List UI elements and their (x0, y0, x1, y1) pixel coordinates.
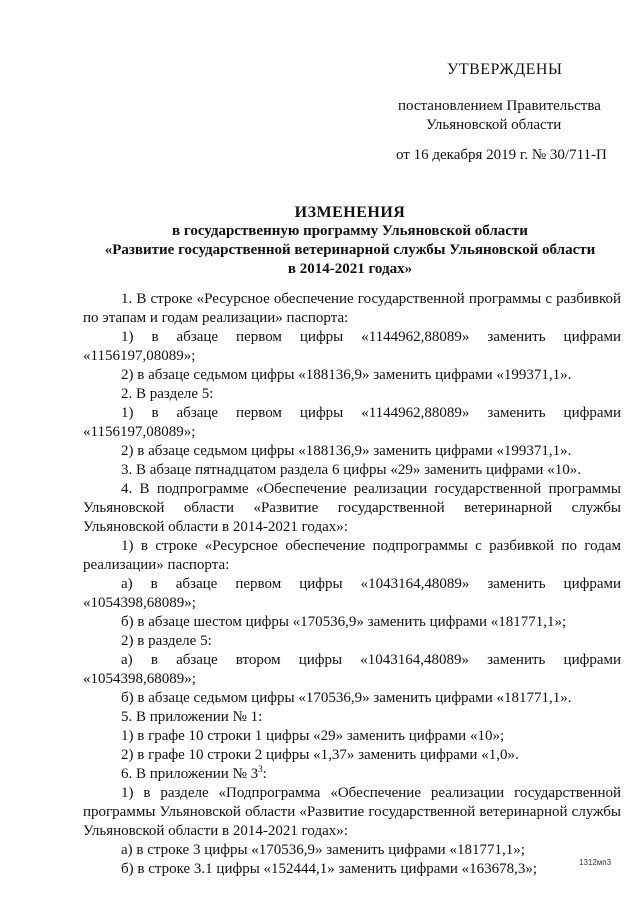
document-body (83, 290, 621, 879)
document-title: ИЗМЕНЕНИЯ (294, 204, 406, 221)
paragraph-18 (83, 765, 621, 784)
paragraph-3: 2) в абзаце седьмом цифры «188136,9» заменить цифрами «199371,1». (121, 367, 572, 383)
paragraph-8: 4. В подпрограмме «Обеспечение реализации государственной программы Ульяновской области «Развитие государственной ветеринарной службы Ульяновской области в 2014-2021 годах»: (83, 481, 621, 535)
approval-title: УТВЕРЖДЕНЫ (447, 61, 563, 78)
approval-date: от 16 декабря 2019 г. № 30/711-П (396, 147, 607, 163)
document-code: 1312мп3 (579, 858, 612, 867)
paragraph-17: 2) в графе 10 строки 2 цифры «1,37» заменить цифрами «1,0». (121, 747, 519, 763)
paragraph-6: 2) в абзаце седьмом цифры «188136,9» заменить цифрами «199371,1». (121, 443, 572, 459)
paragraph-11: б) в абзаце шестом цифры «170536,9» заменить цифрами «181771,1»; (121, 614, 567, 630)
paragraph-18-text: 6. В приложении № 3 (121, 766, 259, 782)
document-subtitle-line-1: в государственную программу Ульяновской области (172, 223, 528, 239)
paragraph-5: 1) в абзаце первом цифры «1144962,88089» заменить цифрами «1156197,08089»; (83, 405, 621, 440)
paragraph-19: 1) в разделе «Подпрограмма «Обеспечение реализации государственной программы Ульяновской области «Развитие государственной ветеринарной службы Ульяновской области в 2014-2021 годах»: (83, 785, 621, 839)
approval-line-1: постановлением Правительства (398, 98, 601, 114)
paragraph-7: 3. В абзаце пятнадцатом раздела 6 цифры «29» заменить цифрами «10». (121, 462, 581, 478)
paragraph-2: 1) в абзаце первом цифры «1144962,88089» заменить цифрами «1156197,08089»; (83, 329, 621, 364)
paragraph-18-superscript: 3 (258, 764, 263, 774)
paragraph-4: 2. В разделе 5: (121, 386, 214, 402)
approval-line-2: Ульяновской области (426, 117, 562, 133)
paragraph-15: 5. В приложении № 1: (121, 709, 263, 725)
paragraph-16: 1) в графе 10 строки 1 цифры «29» заменить цифрами «10»; (121, 728, 505, 744)
paragraph-14: б) в абзаце седьмом цифры «170536,9» заменить цифрами «181771,1». (121, 690, 572, 706)
paragraph-12: 2) в разделе 5: (121, 633, 212, 649)
paragraph-1: 1. В строке «Ресурсное обеспечение государственной программы с разбивкой по этапам и годам реализации» паспорта: (83, 291, 621, 326)
paragraph-18-tail: : (262, 766, 267, 782)
paragraph-13: а) в абзаце втором цифры «1043164,48089» заменить цифрами «1054398,68089»; (83, 652, 621, 687)
paragraph-21: б) в строке 3.1 цифры «152444,1» заменить цифрами «163678,3»; (121, 861, 538, 877)
paragraph-20: а) в строке 3 цифры «170536,9» заменить цифрами «181771,1»; (121, 842, 525, 858)
paragraph-9: 1) в строке «Ресурсное обеспечение подпрограммы с разбивкой по годам реализации» паспорта: (83, 538, 621, 573)
document-subtitle-line-3: в 2014-2021 годах» (287, 261, 413, 277)
paragraph-10: а) в абзаце первом цифры «1043164,48089» заменить цифрами «1054398,68089»; (83, 576, 621, 611)
document-subtitle-line-2: «Развитие государственной ветеринарной службы Ульяновской области (104, 242, 596, 258)
